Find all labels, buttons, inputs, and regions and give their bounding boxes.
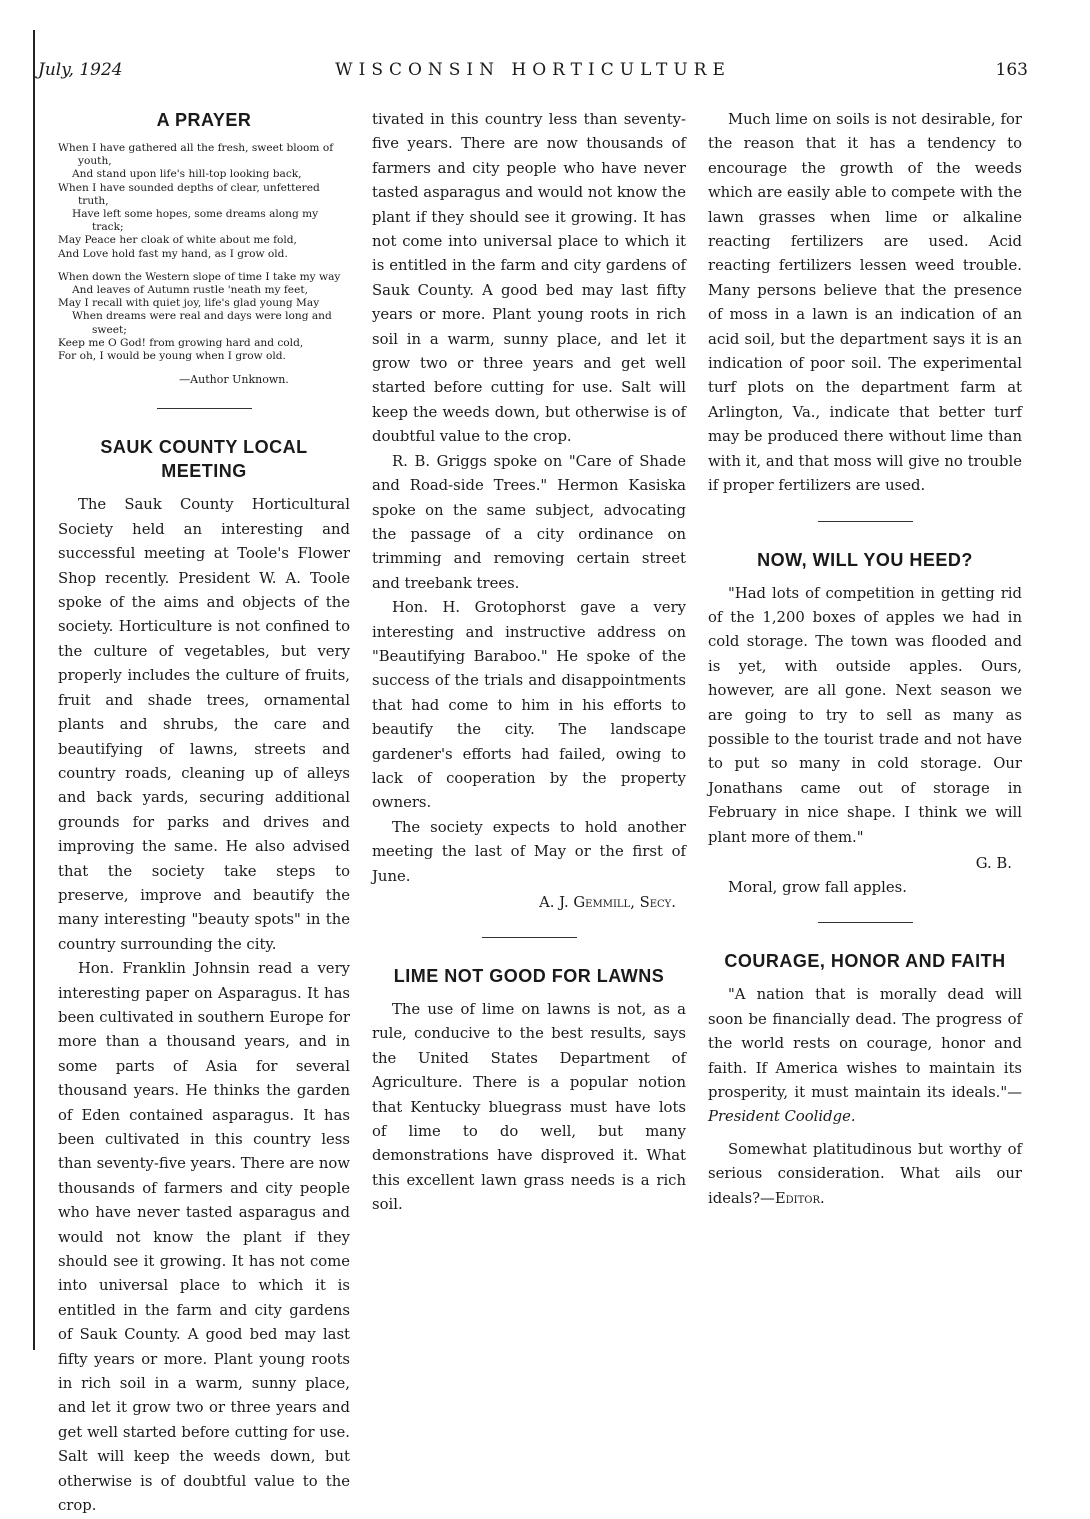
sauk-title: SAUK COUNTY LOCAL MEETING	[100, 437, 308, 482]
poem-line: Have left some hopes, some dreams along my track;	[72, 208, 319, 234]
article-paragraph: R. B. Griggs spoke on "Care of Shade and Road-side Trees." Hermon Kasiska spoke on the same subject, advocating the passage of a city ordinance on trimming and removing certain street and treebank trees.	[372, 452, 686, 592]
poem-line: When down the Western slope of time I take my way	[58, 270, 341, 283]
poem-line: May I recall with quiet joy, life's glad young May	[58, 297, 320, 310]
poem-line: For oh, I would be young when I grow old.	[58, 350, 286, 363]
poem-line: When I have sounded depths of clear, unfettered truth,	[58, 181, 320, 207]
poem-line: May Peace her cloak of white about me fold,	[58, 234, 297, 247]
poem-line: When dreams were real and days were long and sweet;	[72, 310, 332, 336]
poem-stanza-1	[58, 142, 350, 261]
poem-line: And Love hold fast my hand, as I grow old.	[58, 247, 288, 260]
section-divider	[482, 937, 577, 938]
article-paragraph: Hon. H. Grotophorst gave a very interesting and instructive address on "Beautifying Baraboo." He spoke of the success of the trials and disappointments that had come to him in his efforts to beautify the city. The landscape gardener's efforts had failed, owing to lack of cooperation by the property owners.	[372, 599, 686, 812]
comment-text: Somewhat platitudinous but worthy of serious consideration. What ails our ideals?	[708, 1140, 1022, 1207]
quote-attribution: —President Coolidge.	[708, 1084, 1022, 1126]
prayer-title: A PRAYER	[156, 110, 252, 130]
article-signature: A. J. Gemmill, Secy.	[539, 894, 676, 911]
poem-attribution: —Author Unknown.	[179, 373, 289, 387]
editor-attribution: —Editor.	[760, 1189, 825, 1207]
column-3	[708, 108, 1022, 1211]
section-divider	[157, 408, 252, 409]
lime-title: LIME NOT GOOD FOR LAWNS	[393, 966, 665, 986]
poem-line: Keep me O God! from growing hard and cold,	[58, 336, 304, 349]
issue-date: July, 1924	[38, 60, 123, 80]
article-paragraph: Much lime on soils is not desirable, for the reason that it has a tendency to encourage the growth of the weeds which are easily able to compete with the lawn grasses when lime or alkaline reacting fertilizers are used. Acid reacting fertilizers lessen weed trouble. Many persons believe that the presence of moss in a lawn is an indication of an acid soil, but the department says it is an indication of poor soil. The experimental turf plots on the department farm at Arlington, Va., indicate that better turf may be produced there without lime than with it, and that moss will give no trouble if proper fertilizers are used.	[708, 111, 1022, 495]
quote-paragraph	[708, 983, 1022, 1129]
poem-line: When I have gathered all the fresh, sweet bloom of youth,	[58, 142, 334, 168]
editor-comment	[708, 1138, 1022, 1211]
quote-text: "A nation that is morally dead will soon be financially dead. The progress of the world rests on courage, honor and faith. If America wishes to maintain its prosperity, it must maintain its ideals."	[708, 986, 1022, 1101]
journal-title: WISCONSIN HORTICULTURE	[335, 60, 731, 80]
article-paragraph: The society expects to hold another meeting the last of May or the first of June.	[372, 818, 686, 885]
poem-line: And leaves of Autumn rustle 'neath my feet,	[72, 284, 308, 297]
article-paragraph: The use of lime on lawns is not, as a rule, conducive to the best results, says the United States Department of Agriculture. There is a popular notion that Kentucky bluegrass must have lots of lime to do well, but many demonstrations have disproved it. What this excellent lawn grass needs is a rich soil.	[372, 1001, 686, 1214]
section-divider	[818, 521, 913, 522]
column-2	[372, 108, 686, 1218]
article-paragraph: Moral, grow fall apples.	[728, 878, 907, 896]
column-1	[58, 108, 350, 1515]
section-divider	[818, 922, 913, 923]
page-header	[38, 60, 1028, 84]
poem-stanza-2	[58, 271, 350, 363]
margin-rule	[33, 30, 35, 1350]
article-paragraph: The Sauk County Horticultural Society held an interesting and successful meeting at Toole's Flower Shop recently. President W. A. Toole spoke of the aims and objects of the society. Horticulture is not confined to the culture of vegetables, but very properly includes the culture of fruits, fruit and shade trees, ornamental plants and shrubs, the care and beautifying of lawns, streets and country roads, cleaning up of alleys and back yards, securing additional grounds for parks and drives and improving the same. He also advised that the society take steps to preserve, improve and beautify the many interesting "beauty spots" in the country surrounding the city.	[58, 496, 350, 953]
article-signature: G. B.	[975, 854, 1012, 872]
poem-line: And stand upon life's hill-top looking back,	[72, 168, 302, 181]
heed-title: NOW, WILL YOU HEED?	[757, 549, 973, 570]
article-paragraph: "Had lots of competition in getting rid of the 1,200 boxes of apples we had in cold storage. The town was flooded and is yet, with outside apples. Ours, however, are all gone. Next season we are going to try to sell as many as possible to the tourist trade and not have to put so many in cold storage. Our Jonathans came out of storage in February in nice shape. I think we will plant more of them."	[708, 584, 1022, 846]
article-paragraph: Hon. Franklin Johnsin read a very interesting paper on Asparagus. It has been cultivated in southern Europe for more than a thousand years, and in some parts of Asia for several thousand years. He thinks the garden of Eden contained asparagus. It has been cultivated in this country less than seventy-five years. There are now thousands of farmers and city people who have never tasted asparagus and would not know the plant if they should see it growing. It has not come into universal place to which it is entitled in the farm and city gardens of Sauk County. A good bed may last fifty years or more. Plant young roots in rich soil in a warm, sunny place, and let it grow two or three years and get well started before cutting for use. Salt will keep the weeds down, but otherwise is of doubtful value to the crop.	[58, 960, 350, 1515]
prayer-poem	[58, 142, 350, 386]
page-number: 163	[995, 60, 1028, 80]
courage-title: COURAGE, HONOR AND FAITH	[724, 951, 1006, 972]
article-paragraph-continued: tivated in this country less than seventy-five years. There are now thousands of farmers and city people who have never tasted asparagus and would not know the plant if they should see it growing. It has not come into universal place to which it is entitled in the farm and city gardens of Sauk County. A good bed may last fifty years or more. Plant young roots in rich soil in a warm, sunny place, and let it grow two or three years and get well started before cutting for use. Salt will keep the weeds down, but otherwise is of doubtful value to the crop.	[372, 111, 686, 446]
